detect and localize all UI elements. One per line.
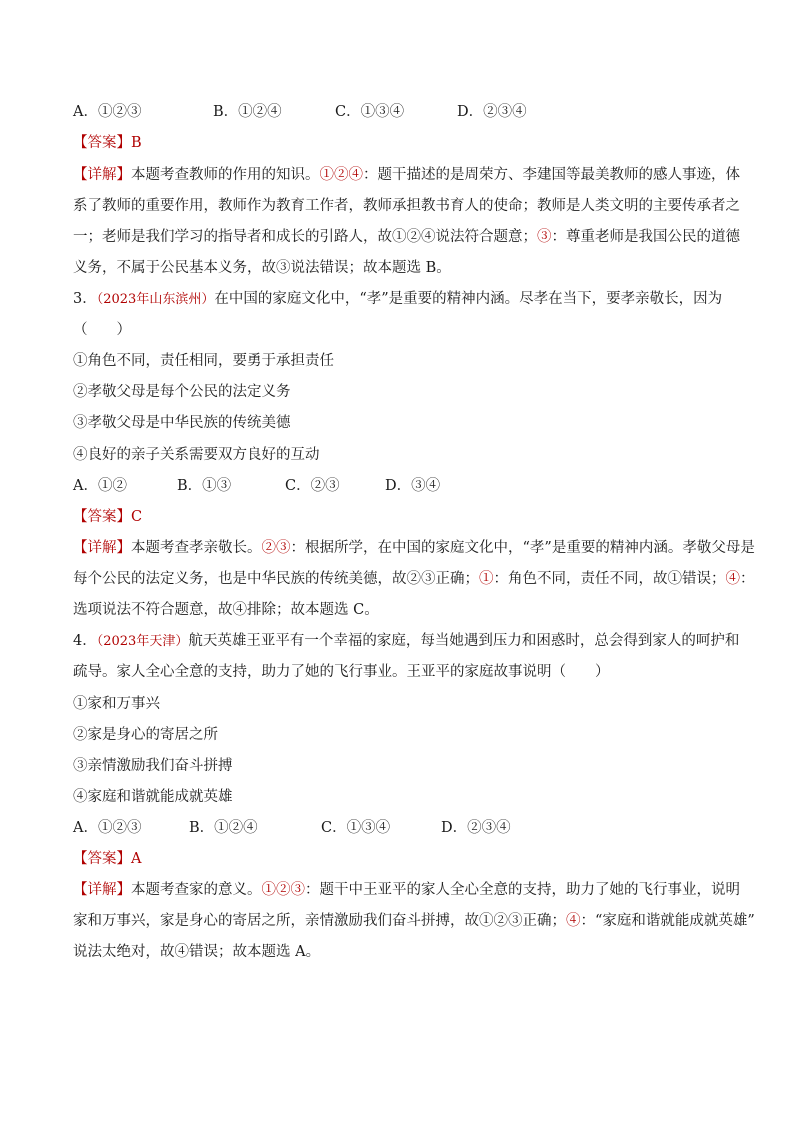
question-source: （2023年天津） — [96, 634, 189, 649]
detail-text: 每个公民的法定义务，也是中华民族的传统美德，故②③正确； — [73, 571, 479, 587]
q4-item-4: ④家庭和谐就能成就英雄 — [73, 789, 233, 805]
question-number: 3． — [73, 291, 97, 307]
q2-option-a: A．①②③ — [73, 104, 142, 120]
answer-value: C — [131, 509, 143, 525]
detail-text: 本题考查孝亲敬长。 — [131, 540, 262, 556]
q4-item-1: ①家和万事兴 — [73, 696, 160, 712]
answer-value: B — [131, 135, 142, 151]
question-number: 4． — [73, 633, 97, 649]
q3-option-a: A．①② — [73, 478, 127, 494]
detail-highlight: ④ — [566, 913, 581, 929]
q4-option-d: D．②③④ — [441, 820, 511, 836]
detail-tag: 【详解】 — [73, 167, 131, 183]
q2-answer — [73, 133, 142, 153]
detail-text: 一；老师是我们学习的指导者和成长的引路人，故①②④说法符合题意； — [73, 229, 537, 245]
q2-option-d: D．②③④ — [457, 104, 527, 120]
q2-detail-line-3 — [73, 227, 740, 247]
detail-tag: 【详解】 — [73, 540, 131, 556]
detail-text: ：根据所学，在中国的家庭文化中，“孝”是重要的精神内涵。孝敬父母是 — [290, 540, 755, 556]
q3-item-1: ①角色不同，责任相同，要勇于承担责任 — [73, 353, 334, 369]
detail-text: ：题干中王亚平的家人全心全意的支持，助力了她的飞行事业，说明 — [305, 882, 740, 898]
q2-detail-line-2: 系了教师的重要作用，教师作为教育工作者，教师承担教书育人的使命；教师是人类文明的主要传承者之 — [73, 198, 740, 214]
detail-text: ： — [740, 571, 755, 587]
q4-detail-line-3: 说法太绝对，故④错误；故本题选 A。 — [73, 944, 321, 960]
q2-option-c: C．①③④ — [335, 104, 405, 120]
q3-item-3: ③孝敬父母是中华民族的传统美德 — [73, 415, 291, 431]
detail-highlight: ① — [479, 571, 494, 587]
q3-option-c: C．②③ — [285, 478, 340, 494]
q3-item-2: ②孝敬父母是每个公民的法定义务 — [73, 384, 291, 400]
q3-option-b: B．①③ — [177, 478, 232, 494]
q2-detail-line-4: 义务，不属于公民基本义务，故③说法错误；故本题选 B。 — [73, 260, 451, 276]
q4-answer — [73, 849, 141, 869]
q4-option-c: C．①③④ — [321, 820, 391, 836]
q3-item-4: ④良好的亲子关系需要双方良好的互动 — [73, 447, 320, 463]
q4-stem-line-1 — [73, 631, 739, 652]
answer-tag: 【答案】 — [73, 851, 131, 867]
detail-text: ：“家庭和谐就能成就英雄” — [580, 913, 755, 929]
q3-stem-line-2: （ ） — [73, 322, 131, 338]
answer-tag: 【答案】 — [73, 135, 131, 151]
detail-tag: 【详解】 — [73, 882, 131, 898]
q4-item-3: ③亲情激励我们奋斗拼搏 — [73, 758, 233, 774]
q4-detail-line-1 — [73, 880, 740, 900]
q3-detail-line-1 — [73, 538, 755, 558]
q3-detail-line-2 — [73, 569, 755, 589]
q3-answer — [73, 507, 142, 527]
q2-detail-line-1 — [73, 165, 740, 185]
q3-detail-line-3: 选项说法不符合题意，故④排除；故本题选 C。 — [73, 602, 379, 618]
question-source: （2023年山东滨州） — [96, 292, 215, 307]
q4-option-a: A．①②③ — [73, 820, 142, 836]
detail-text: ：角色不同，责任不同，故①错误； — [493, 571, 726, 587]
q4-option-b: B．①②④ — [189, 820, 258, 836]
q3-option-d: D．③④ — [385, 478, 441, 494]
detail-text: 本题考查教师的作用的知识。 — [131, 167, 320, 183]
question-stem: 航天英雄王亚平有一个幸福的家庭，每当她遇到压力和困惑时，总会得到家人的呵护和 — [188, 633, 740, 649]
detail-highlight: ①②③ — [261, 882, 305, 898]
answer-tag: 【答案】 — [73, 509, 131, 525]
detail-highlight: ①②④ — [319, 167, 363, 183]
q4-item-2: ②家是身心的寄居之所 — [73, 727, 218, 743]
detail-highlight: ④ — [725, 571, 740, 587]
detail-highlight: ③ — [537, 229, 552, 245]
detail-highlight: ②③ — [261, 540, 291, 556]
detail-text: 本题考查家的意义。 — [131, 882, 262, 898]
detail-text: 家和万事兴，家是身心的寄居之所，亲情激励我们奋斗拼搏，故①②③正确； — [73, 913, 566, 929]
question-stem: 在中国的家庭文化中，“孝”是重要的精神内涵。尽孝在当下，要孝亲敬长，因为 — [214, 291, 723, 307]
answer-value: A — [131, 851, 142, 867]
q4-detail-line-2 — [73, 911, 755, 931]
q2-option-b: B．①②④ — [213, 104, 282, 120]
detail-text: ：尊重老师是我国公民的道德 — [551, 229, 740, 245]
detail-text: ：题干描述的是周荣方、李建国等最美教师的感人事迹，体 — [363, 167, 740, 183]
q3-stem-line-1 — [73, 289, 722, 310]
q4-stem-line-2: 疏导。家人全心全意的支持，助力了她的飞行事业。王亚平的家庭故事说明（ ） — [73, 664, 610, 680]
